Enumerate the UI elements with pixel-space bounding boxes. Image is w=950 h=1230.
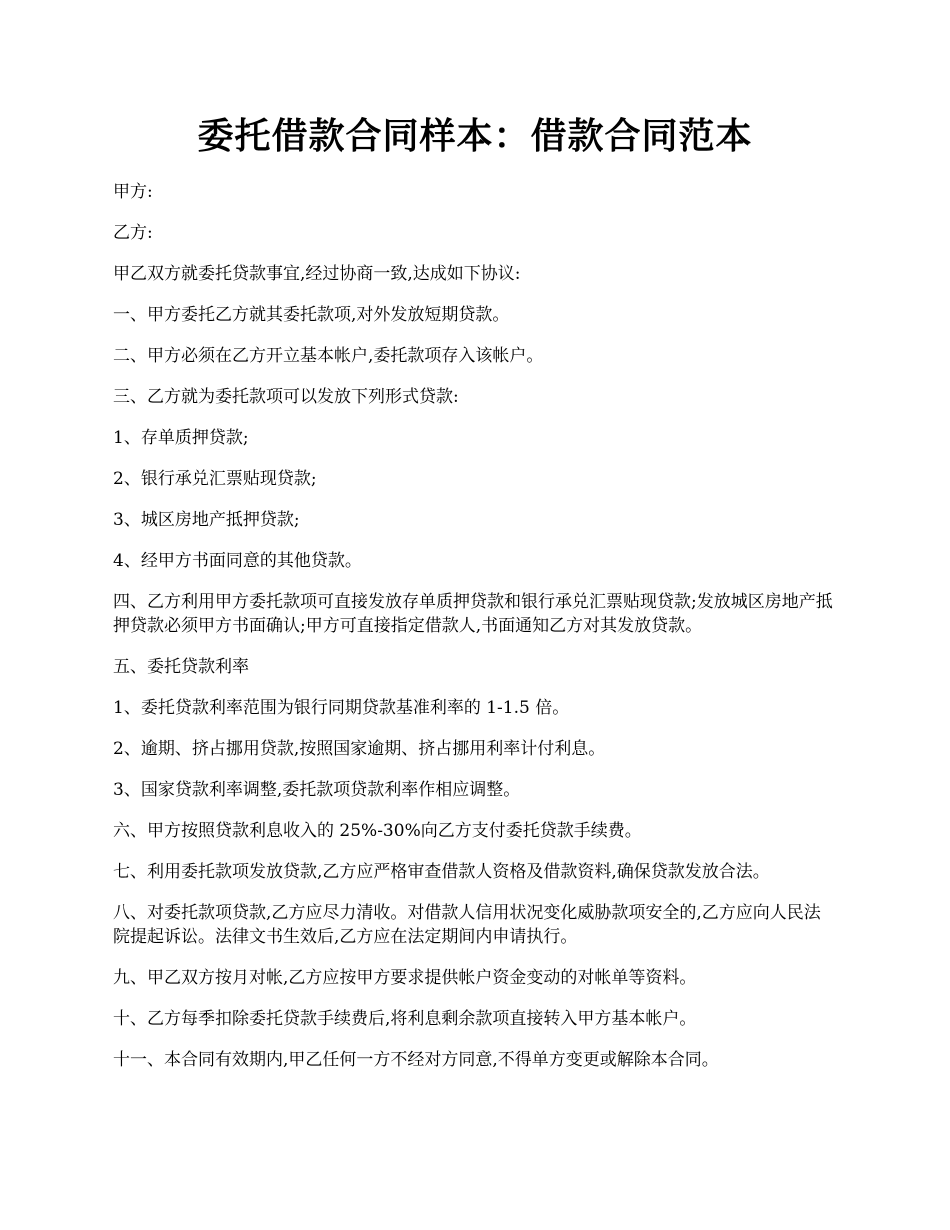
clause-10: 十、乙方每季扣除委托贷款手续费后,将利息剩余款项直接转入甲方基本帐户。 [113, 1009, 697, 1029]
clause-5-item-3: 3、国家贷款利率调整,委托款项贷款利率作相应调整。 [113, 780, 521, 800]
clause-1: 一、甲方委托乙方就其委托款项,对外发放短期贷款。 [113, 305, 510, 325]
agreement-intro: 甲乙双方就委托贷款事宜,经过协商一致,达成如下协议: [113, 264, 521, 284]
document-title: 委托借款合同样本：借款合同范本 [197, 115, 753, 157]
clause-3-item-4: 4、经甲方书面同意的其他贷款。 [113, 551, 362, 571]
party-b-line: 乙方: [113, 223, 153, 243]
clause-7: 七、利用委托款项发放贷款,乙方应严格审查借款人资格及借款资料,确保贷款发放合法。 [113, 862, 770, 882]
clause-3-item-1: 1、存单质押贷款; [113, 428, 249, 448]
party-a-line: 甲方: [113, 182, 153, 202]
clause-9: 九、甲乙双方按月对帐,乙方应按甲方要求提供帐户资金变动的对帐单等资料。 [113, 968, 697, 988]
clause-6: 六、甲方按照贷款利息收入的 25%-30%向乙方支付委托贷款手续费。 [113, 821, 642, 841]
clause-4: 四、乙方利用甲方委托款项可直接发放存单质押贷款和银行承兑汇票贴现贷款;发放城区房地产抵押贷款必须甲方书面确认;甲方可直接指定借款人,书面通知乙方对其发放贷款。 [113, 592, 833, 636]
clause-11: 十一、本合同有效期内,甲乙任何一方不经对方同意,不得单方变更或解除本合同。 [113, 1050, 719, 1070]
clause-5-item-1: 1、委托贷款利率范围为银行同期贷款基准利率的 1-1.5 倍。 [113, 698, 570, 718]
clause-3-item-3: 3、城区房地产抵押贷款; [113, 510, 300, 530]
clause-3: 三、乙方就为委托款项可以发放下列形式贷款: [113, 387, 459, 407]
document-body [113, 180, 835, 1089]
clause-5: 五、委托贷款利率 [113, 657, 249, 677]
clause-5-item-2: 2、逾期、挤占挪用贷款,按照国家逾期、挤占挪用利率计付利息。 [113, 739, 606, 759]
clause-2: 二、甲方必须在乙方开立基本帐户,委托款项存入该帐户。 [113, 346, 544, 366]
clause-3-item-2: 2、银行承兑汇票贴现贷款; [113, 469, 317, 489]
clause-8: 八、对委托款项贷款,乙方应尽力清收。对借款人信用状况变化威胁款项安全的,乙方应向人民法院提起诉讼。法律文书生效后,乙方应在法定期间内申请执行。 [113, 903, 821, 947]
